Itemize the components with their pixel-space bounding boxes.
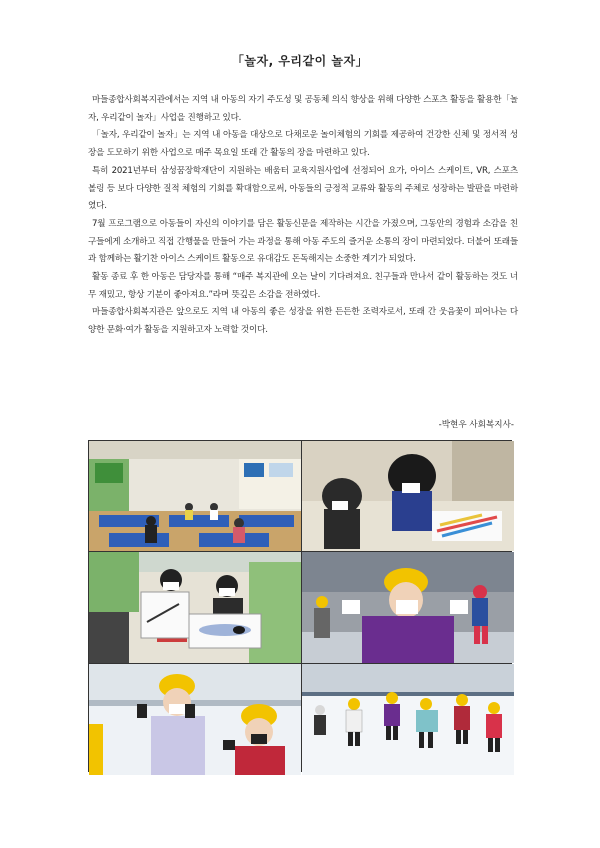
paragraph-6: 마들종합사회복지관은 앞으로도 지역 내 아동의 좋은 성장을 위한 든든한 조력자로서, 또래 간 웃음꽃이 피어나는 다양한 문화·여가 활동을 지원하고자 노력할 것이다. bbox=[88, 307, 518, 336]
photo-yoga-class bbox=[89, 441, 301, 551]
photo-ice-skating-friends bbox=[89, 664, 301, 775]
paragraph-4: 7월 프로그램으로 아동들이 자신의 이야기를 담은 활동신문을 제작하는 시간을 가졌으며, 그동안의 경험과 소감을 친구들에게 소개하고 직접 간행물을 만들어 가는 과정을 통해 아동 주도의 즐거운 소통의 장이 마련되었다. 더불어 또래들과 함께하는 활기찬 아이스 스케이트 활동으로 유대감도 돈독해지는 소중한 계기가 되었다. bbox=[88, 218, 518, 265]
photo-newspaper-presentation bbox=[89, 552, 301, 663]
paragraph-1: 마들종합사회복지관에서는 지역 내 아동의 자기 주도성 및 공동체 의식 향상을 위해 다양한 스포츠 활동을 활용한「놀자, 우리같이 놀자」사업을 진행하고 있다. bbox=[88, 95, 518, 123]
author-signature: -박현우 사회복지사- bbox=[438, 420, 514, 430]
document-title: 「놀자, 우리같이 놀자」 bbox=[231, 54, 369, 68]
photo-grid bbox=[88, 440, 512, 772]
article-body bbox=[88, 92, 518, 340]
paragraph-3: 특히 2021년부터 삼성꿈장학재단이 지원하는 배움터 교육지원사업에 선정되어 요가, 아이스 스케이트, VR, 스포츠 볼링 등 보다 다양한 질적 체험의 기회를 확대함으로써, 아동들의 긍정적 교류와 활동의 주체로 성장하는 발판을 마련하였다. bbox=[88, 165, 518, 212]
photo-ice-rink-group bbox=[302, 664, 514, 775]
photo-ice-skating-purple bbox=[302, 552, 514, 663]
photo-drawing-activity bbox=[302, 441, 514, 551]
paragraph-5: 활동 종료 후 한 아동은 담당자를 통해 “매주 복지관에 오는 날이 기다려져요. 친구들과 만나서 같이 활동하는 것도 너무 재밌고, 항상 기분이 좋아져요.”라며 뜻깊은 소감을 전하였다. bbox=[88, 272, 518, 300]
paragraph-2: 「놀자, 우리같이 놀자」는 지역 내 아동을 대상으로 다채로운 놀이체험의 기회를 제공하여 건강한 신체 및 정서적 성장을 도모하기 위한 사업으로 매주 목요일 또래 간 활동의 장을 마련하고 있다. bbox=[88, 130, 518, 159]
